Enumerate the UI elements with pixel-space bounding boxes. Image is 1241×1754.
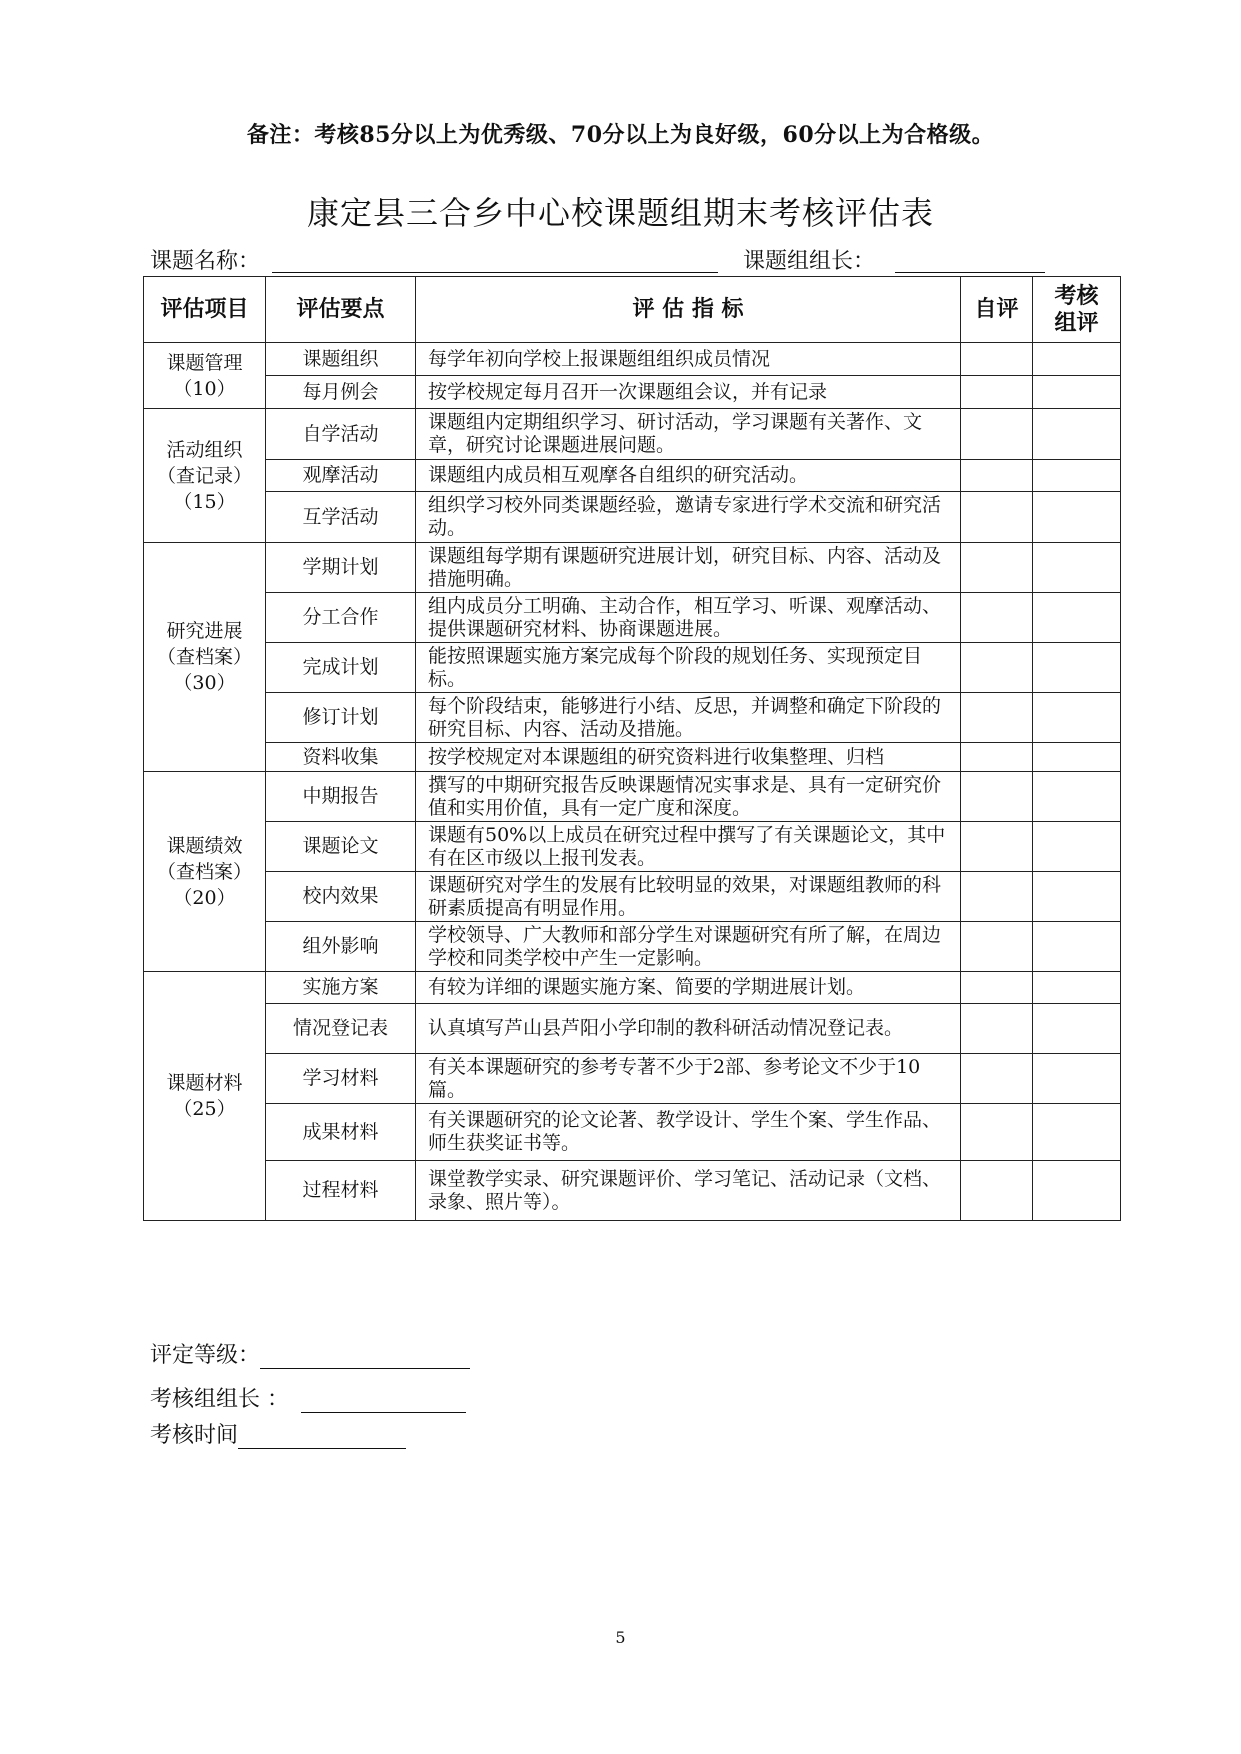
indicator-cell: 课题研究对学生的发展有比较明显的效果，对课题组教师的科研素质提高有明显作用。 (416, 872, 961, 922)
point-cell: 课题组织 (266, 343, 416, 376)
header-self: 自评 (961, 277, 1033, 343)
self-score-cell[interactable] (961, 822, 1033, 872)
table-row (144, 1004, 1121, 1054)
table-row (144, 593, 1121, 643)
table-row (144, 693, 1121, 743)
point-cell: 互学活动 (266, 492, 416, 543)
grade-line[interactable] (260, 1346, 470, 1369)
table-row (144, 492, 1121, 543)
review-score-cell[interactable] (1033, 1004, 1121, 1054)
review-score-cell[interactable] (1033, 409, 1121, 460)
category-cell: 活动组织 （查记录） （15） (144, 409, 266, 543)
self-score-cell[interactable] (961, 922, 1033, 972)
table-row (144, 822, 1121, 872)
review-score-cell[interactable] (1033, 1161, 1121, 1221)
grade-field (150, 1338, 470, 1369)
review-leader-field (150, 1382, 466, 1413)
review-time-label: 考核时间 (150, 1423, 239, 1448)
self-score-cell[interactable] (961, 409, 1033, 460)
self-score-cell[interactable] (961, 972, 1033, 1004)
page-title: 康定县三合乡中心校课题组期末考核评估表 (306, 194, 934, 232)
review-score-cell[interactable] (1033, 492, 1121, 543)
table-row (144, 872, 1121, 922)
point-cell: 校内效果 (266, 872, 416, 922)
review-score-cell[interactable] (1033, 822, 1121, 872)
point-cell: 情况登记表 (266, 1004, 416, 1054)
review-score-cell[interactable] (1033, 1104, 1121, 1161)
point-cell: 课题论文 (266, 822, 416, 872)
point-cell: 学期计划 (266, 543, 416, 593)
review-score-cell[interactable] (1033, 543, 1121, 593)
point-cell: 过程材料 (266, 1161, 416, 1221)
category-cell: 课题管理 （10） (144, 343, 266, 409)
category-cell: 课题材料 （25） (144, 972, 266, 1221)
table-header-row (144, 277, 1121, 343)
self-score-cell[interactable] (961, 543, 1033, 593)
table-row (144, 409, 1121, 460)
indicator-cell: 课题组每学期有课题研究进展计划，研究目标、内容、活动及措施明确。 (416, 543, 961, 593)
page-number: 5 (615, 1628, 626, 1647)
review-score-cell[interactable] (1033, 643, 1121, 693)
self-score-cell[interactable] (961, 492, 1033, 543)
topic-name-label: 课题名称： (150, 249, 261, 274)
self-score-cell[interactable] (961, 743, 1033, 772)
table-row (144, 376, 1121, 409)
indicator-cell: 组内成员分工明确、主动合作，相互学习、听课、观摩活动、提供课题研究材料、协商课题进展。 (416, 593, 961, 643)
self-score-cell[interactable] (961, 1104, 1033, 1161)
review-score-cell[interactable] (1033, 460, 1121, 492)
grade-label: 评定等级： (150, 1343, 261, 1368)
table-row (144, 1104, 1121, 1161)
table-row (144, 643, 1121, 693)
point-cell: 资料收集 (266, 743, 416, 772)
indicator-cell: 组织学习校外同类课题经验，邀请专家进行学术交流和研究活动。 (416, 492, 961, 543)
indicator-cell: 课题组内成员相互观摩各自组织的研究活动。 (416, 460, 961, 492)
table-row (144, 972, 1121, 1004)
point-cell: 学习材料 (266, 1054, 416, 1104)
point-cell: 自学活动 (266, 409, 416, 460)
evaluation-body (144, 343, 1121, 1221)
point-cell: 修订计划 (266, 693, 416, 743)
self-score-cell[interactable] (961, 593, 1033, 643)
self-score-cell[interactable] (961, 376, 1033, 409)
indicator-cell: 按学校规定每月召开一次课题组会议，并有记录 (416, 376, 961, 409)
review-score-cell[interactable] (1033, 376, 1121, 409)
evaluation-table (143, 276, 1121, 1221)
indicator-cell: 按学校规定对本课题组的研究资料进行收集整理、归档 (416, 743, 961, 772)
indicator-cell: 课题有50%以上成员在研究过程中撰写了有关课题论文，其中有在区市级以上报刊发表。 (416, 822, 961, 872)
review-score-cell[interactable] (1033, 743, 1121, 772)
review-score-cell[interactable] (1033, 872, 1121, 922)
header-point: 评估要点 (266, 277, 416, 343)
header-indicator: 评 估 指 标 (416, 277, 961, 343)
indicator-cell: 有较为详细的课题实施方案、简要的学期进展计划。 (416, 972, 961, 1004)
self-score-cell[interactable] (961, 1004, 1033, 1054)
table-row (144, 543, 1121, 593)
header-fields (150, 244, 1120, 276)
indicator-cell: 课题组内定期组织学习、研讨活动，学习课题有关著作、文章，研究讨论课题进展问题。 (416, 409, 961, 460)
indicator-cell: 学校领导、广大教师和部分学生对课题研究有所了解，在周边学校和同类学校中产生一定影响。 (416, 922, 961, 972)
point-cell: 分工合作 (266, 593, 416, 643)
review-score-cell[interactable] (1033, 343, 1121, 376)
indicator-cell: 有关课题研究的论文论著、教学设计、学生个案、学生作品、师生获奖证书等。 (416, 1104, 961, 1161)
indicator-cell: 每个阶段结束，能够进行小结、反思，并调整和确定下阶段的研究目标、内容、活动及措施。 (416, 693, 961, 743)
point-cell: 中期报告 (266, 772, 416, 822)
point-cell: 完成计划 (266, 643, 416, 693)
header-review-text: 考核 组评 (1054, 282, 1099, 336)
topic-name-line[interactable] (272, 272, 718, 273)
indicator-cell: 能按照课题实施方案完成每个阶段的规划任务、实现预定目标。 (416, 643, 961, 693)
review-time-line[interactable] (238, 1426, 406, 1449)
header-review (1033, 277, 1121, 343)
table-row (144, 772, 1121, 822)
review-leader-line[interactable] (301, 1390, 466, 1413)
self-score-cell[interactable] (961, 343, 1033, 376)
table-row (144, 1161, 1121, 1221)
review-score-cell[interactable] (1033, 1054, 1121, 1104)
self-score-cell[interactable] (961, 643, 1033, 693)
point-cell: 实施方案 (266, 972, 416, 1004)
table-row (144, 1054, 1121, 1104)
self-score-cell[interactable] (961, 872, 1033, 922)
self-score-cell[interactable] (961, 1054, 1033, 1104)
header-item: 评估项目 (144, 277, 266, 343)
point-cell: 组外影响 (266, 922, 416, 972)
review-score-cell[interactable] (1033, 772, 1121, 822)
review-score-cell[interactable] (1033, 972, 1121, 1004)
review-score-cell[interactable] (1033, 593, 1121, 643)
table-row (144, 922, 1121, 972)
remark-note: 备注：考核85分以上为优秀级、70分以上为良好级，60分以上为合格级。 (246, 122, 995, 148)
category-cell: 课题绩效 （查档案） （20） (144, 772, 266, 972)
indicator-cell: 认真填写芦山县芦阳小学印制的教科研活动情况登记表。 (416, 1004, 961, 1054)
self-score-cell[interactable] (961, 772, 1033, 822)
review-score-cell[interactable] (1033, 922, 1121, 972)
indicator-cell: 每学年初向学校上报课题组组织成员情况 (416, 343, 961, 376)
leader-line[interactable] (895, 272, 1045, 273)
review-time-field (150, 1418, 406, 1449)
leader-label: 课题组组长： (743, 249, 876, 274)
category-cell: 研究进展 （查档案） （30） (144, 543, 266, 772)
table-row (144, 460, 1121, 492)
self-score-cell[interactable] (961, 1161, 1033, 1221)
indicator-cell: 课堂教学实录、研究课题评价、学习笔记、活动记录（文档、录象、照片等）。 (416, 1161, 961, 1221)
self-score-cell[interactable] (961, 693, 1033, 743)
point-cell: 观摩活动 (266, 460, 416, 492)
review-score-cell[interactable] (1033, 693, 1121, 743)
table-row (144, 743, 1121, 772)
indicator-cell: 有关本课题研究的参考专著不少于2部、参考论文不少于10篇。 (416, 1054, 961, 1104)
self-score-cell[interactable] (961, 460, 1033, 492)
indicator-cell: 撰写的中期研究报告反映课题情况实事求是、具有一定研究价值和实用价值，具有一定广度和深度。 (416, 772, 961, 822)
point-cell: 每月例会 (266, 376, 416, 409)
review-leader-label: 考核组组长 ： (150, 1387, 289, 1412)
table-row (144, 343, 1121, 376)
point-cell: 成果材料 (266, 1104, 416, 1161)
